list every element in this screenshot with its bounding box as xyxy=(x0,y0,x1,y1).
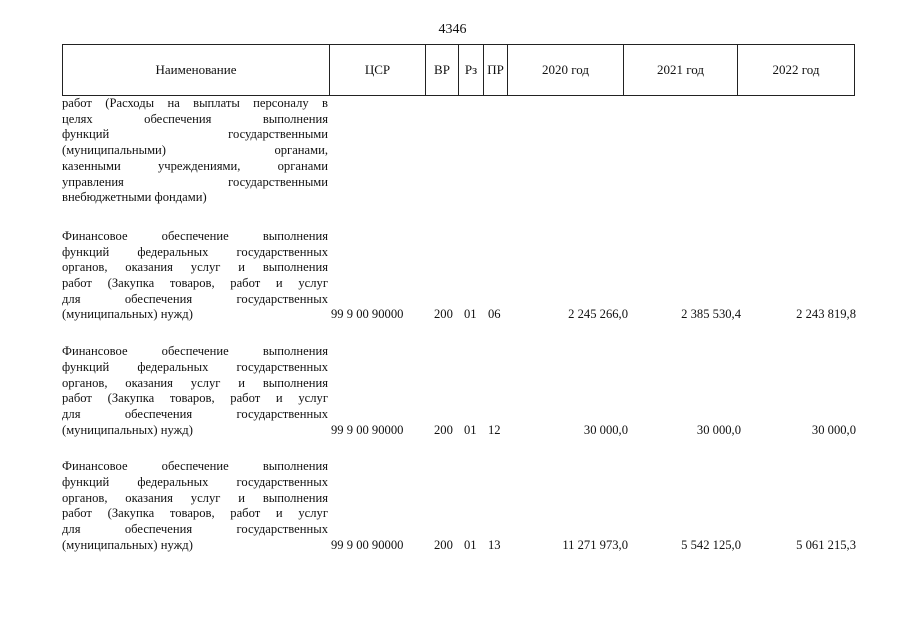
header-name: Наименование xyxy=(63,45,330,96)
row-rz: 01 xyxy=(464,307,477,322)
table-row xyxy=(62,459,862,553)
row-name-line: Финансовое обеспечение выполнения xyxy=(62,344,328,359)
row-csr: 99 9 00 90000 xyxy=(331,422,404,437)
row-name-line: работ (Закупка товаров, работ и услуг xyxy=(62,276,328,291)
header-vr: ВР xyxy=(426,45,459,96)
row-2020: 30 000,0 xyxy=(583,422,628,437)
row-name-line: Финансовое обеспечение выполнения xyxy=(62,459,328,474)
row-name xyxy=(62,96,328,206)
row-name-line: для обеспечения государственных xyxy=(62,406,328,421)
row-name-line: функций государственными xyxy=(62,127,328,142)
row-2020: 11 271 973,0 xyxy=(562,537,628,552)
row-name-line: для обеспечения государственных xyxy=(62,522,328,537)
row-name-line: функций федеральных государственных xyxy=(62,359,328,374)
row-name-line: внебюджетными фондами) xyxy=(62,190,207,205)
row-pr: 12 xyxy=(488,422,501,437)
row-name xyxy=(62,459,328,553)
row-name xyxy=(62,344,328,438)
row-2022: 2 243 819,8 xyxy=(796,307,856,322)
row-2022: 30 000,0 xyxy=(811,422,856,437)
row-2021: 2 385 530,4 xyxy=(681,307,741,322)
row-pr: 13 xyxy=(488,537,501,552)
row-vr: 200 xyxy=(434,307,453,322)
header-rz: Рз xyxy=(459,45,484,96)
row-name-line: (муниципальных) нужд) xyxy=(62,537,193,552)
row-vr: 200 xyxy=(434,422,453,437)
row-rz: 01 xyxy=(464,422,477,437)
row-2022: 5 061 215,3 xyxy=(796,537,856,552)
row-name-line: (муниципальных) нужд) xyxy=(62,422,193,437)
row-name xyxy=(62,229,328,323)
row-2020: 2 245 266,0 xyxy=(568,307,628,322)
table-header xyxy=(62,44,855,96)
row-name-line: органов, оказания услуг и выполнения xyxy=(62,375,328,390)
row-csr: 99 9 00 90000 xyxy=(331,307,404,322)
row-name-line: (муниципальных) нужд) xyxy=(62,307,193,322)
table-row xyxy=(62,344,862,438)
row-name-line: работ (Закупка товаров, работ и услуг xyxy=(62,391,328,406)
row-name-line: органов, оказания услуг и выполнения xyxy=(62,260,328,275)
header-2020: 2020 год xyxy=(508,45,624,96)
row-2021: 30 000,0 xyxy=(696,422,741,437)
row-2021: 5 542 125,0 xyxy=(681,537,741,552)
header-2021: 2021 год xyxy=(624,45,738,96)
row-name-line: (муниципальными) органами, xyxy=(62,143,328,158)
row-vr: 200 xyxy=(434,537,453,552)
row-pr: 06 xyxy=(488,307,501,322)
header-pr: ПР xyxy=(484,45,508,96)
row-rz: 01 xyxy=(464,537,477,552)
table-row xyxy=(62,229,862,323)
row-name-line: целях обеспечения выполнения xyxy=(62,111,328,126)
page-number: 4346 xyxy=(438,22,467,37)
row-name-line: управления государственными xyxy=(62,174,328,189)
header-csr: ЦСР xyxy=(330,45,426,96)
row-name-line: функций федеральных государственных xyxy=(62,244,328,259)
row-name-line: работ (Расходы на выплаты персоналу в xyxy=(62,96,328,110)
table-body xyxy=(62,96,862,575)
row-name-line: функций федеральных государственных xyxy=(62,475,328,490)
row-name-line: работ (Закупка товаров, работ и услуг xyxy=(62,506,328,521)
table-row xyxy=(62,96,862,206)
header-2022: 2022 год xyxy=(738,45,855,96)
row-name-line: Финансовое обеспечение выполнения xyxy=(62,228,328,243)
row-csr: 99 9 00 90000 xyxy=(331,537,404,552)
row-name-line: казенными учреждениями, органами xyxy=(62,158,328,173)
row-name-line: органов, оказания услуг и выполнения xyxy=(62,490,328,505)
row-name-line: для обеспечения государственных xyxy=(62,291,328,306)
